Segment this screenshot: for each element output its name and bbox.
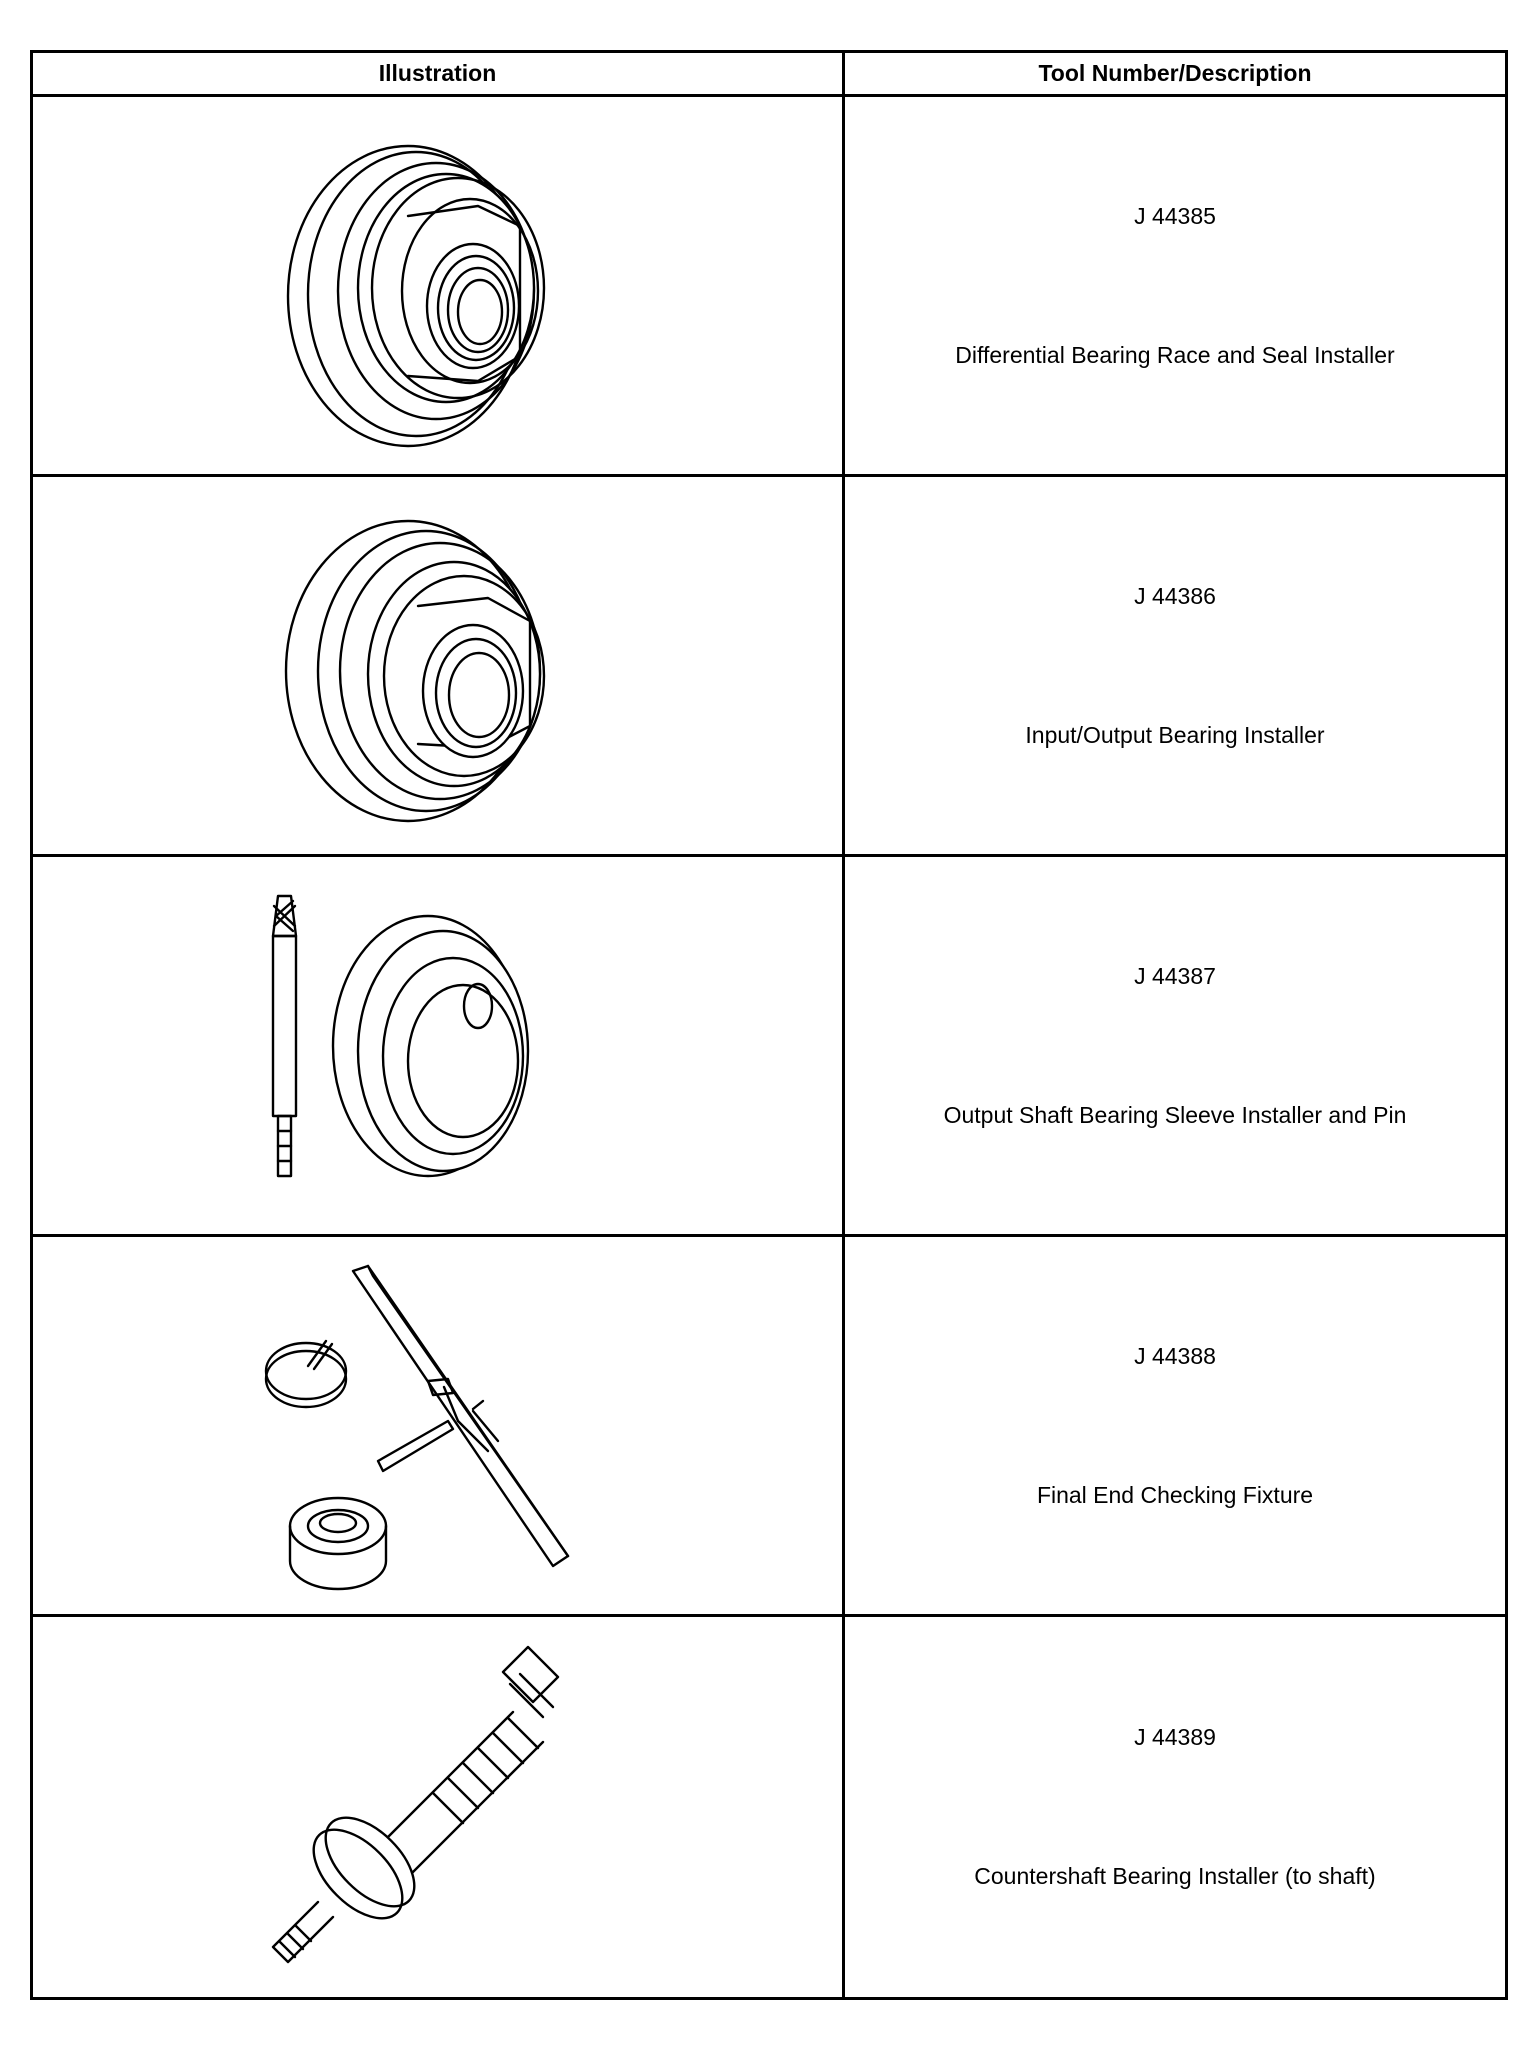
tool-number: J 44386 bbox=[1134, 582, 1216, 609]
bearing-race-installer-icon bbox=[258, 106, 618, 466]
description-cell bbox=[845, 477, 1505, 857]
illustration-cell bbox=[33, 477, 845, 857]
bearing-installer-icon bbox=[258, 486, 618, 846]
end-checking-fixture-icon bbox=[258, 1261, 618, 1591]
tool-number: J 44389 bbox=[1134, 1724, 1216, 1750]
tool-description: Output Shaft Bearing Sleeve Installer and Pin bbox=[943, 1101, 1407, 1128]
illustration-cell bbox=[33, 857, 845, 1237]
header-tool-description: Tool Number/Description bbox=[845, 53, 1505, 97]
pin-icon bbox=[273, 896, 296, 1176]
description-cell bbox=[845, 97, 1505, 477]
tool-number: J 44387 bbox=[1134, 962, 1216, 989]
illustration-cell bbox=[33, 1617, 845, 1997]
header-illustration: Illustration bbox=[33, 53, 845, 97]
tool-description: Input/Output Bearing Installer bbox=[1025, 721, 1325, 748]
description-cell bbox=[845, 857, 1505, 1237]
description-cell bbox=[845, 1617, 1505, 1997]
illustration-cell bbox=[33, 1237, 845, 1617]
tool-description: Final End Checking Fixture bbox=[1036, 1481, 1314, 1508]
tool-number: J 44388 bbox=[1134, 1342, 1216, 1369]
tool-number: J 44385 bbox=[1134, 202, 1216, 229]
tool-description: Differential Bearing Race and Seal Installer bbox=[955, 341, 1395, 368]
countershaft-installer-icon bbox=[258, 1642, 618, 1972]
tool-description: Countershaft Bearing Installer (to shaft) bbox=[974, 1863, 1376, 1889]
tool-table bbox=[30, 50, 1508, 2000]
illustration-cell bbox=[33, 97, 845, 477]
sleeve-icon bbox=[333, 916, 528, 1176]
description-cell bbox=[845, 1237, 1505, 1617]
sleeve-installer-and-pin-icon bbox=[258, 886, 618, 1206]
